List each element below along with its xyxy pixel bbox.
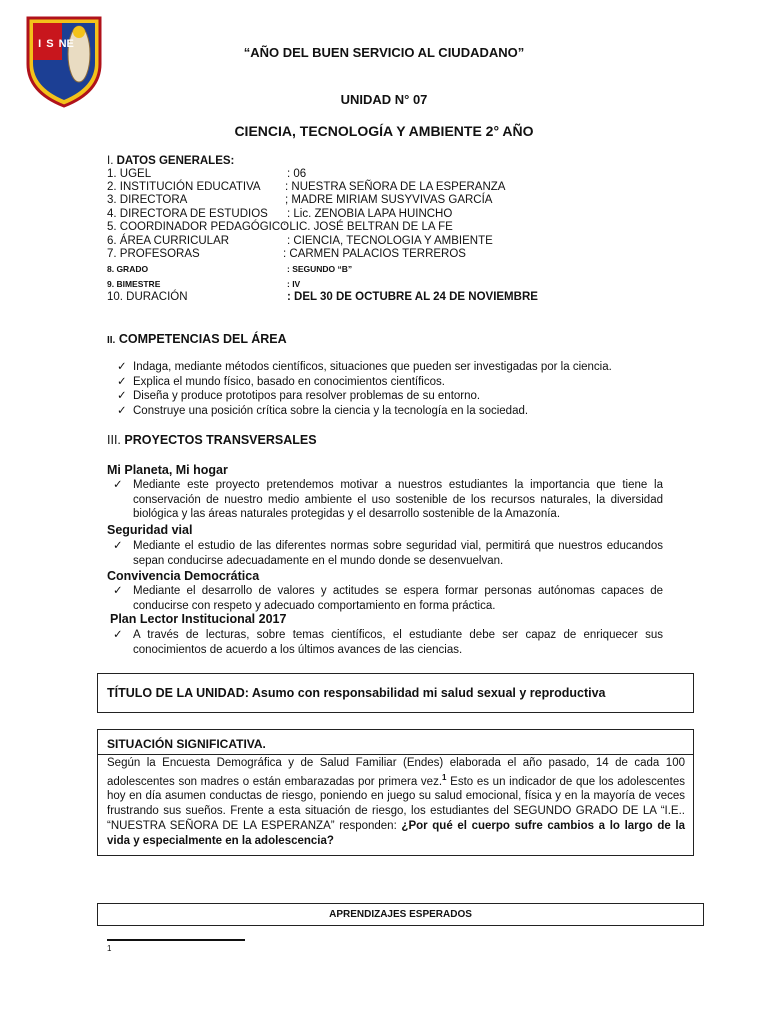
check-icon: ✓: [113, 629, 123, 641]
datos-label: 8. GRADO: [107, 264, 149, 274]
project-text: Mediante este proyecto pretendemos motivar a nuestros estudiantes la importancia que tiene la conservación de nuestro medio ambiente el uso sostenible de los recursos naturales, la diversidad biológica y las áreas naturales protegidas y el desarrollo sostenible de la Amazonía.: [133, 479, 663, 520]
project-body: [113, 539, 663, 568]
proyectos-num: III.: [107, 433, 121, 447]
check-icon: ✓: [117, 390, 127, 402]
aprendizajes-box: [97, 903, 704, 926]
footnote-number: 1: [107, 944, 112, 953]
competencias-heading: [107, 332, 287, 346]
project-title: Seguridad vial: [107, 523, 193, 537]
datos-value: : LIC. JOSÉ BELTRAN DE LA FE: [283, 221, 453, 233]
situacion-box: [97, 729, 694, 856]
competencias-list: [107, 360, 707, 418]
project-title: Mi Planeta, Mi hogar: [107, 463, 228, 477]
check-icon: ✓: [117, 375, 127, 388]
course-title: CIENCIA, TECNOLOGÍA Y AMBIENTE 2° AÑO: [234, 123, 534, 139]
datos-value: : IV: [287, 279, 301, 289]
list-item: [107, 389, 707, 404]
datos-label: 10. DURACIÓN: [107, 291, 188, 303]
situacion-question: ¿Por qué el cuerpo sufre cambios a lo largo de la vida y especialmente en la adolescencia?: [107, 820, 686, 847]
unit-number: UNIDAD N° 07: [340, 92, 428, 107]
datos-value: : 06: [287, 168, 307, 180]
check-icon: ✓: [117, 361, 127, 373]
datos-heading: [107, 155, 234, 169]
check-icon: ✓: [113, 585, 123, 597]
aprendizajes-heading: APRENDIZAJES ESPERADOS: [329, 909, 472, 920]
project-text: A través de lecturas, sobre temas científicos, el estudiante debe ser capaz de enriquecer sus conocimientos de acuerdo a los últimos avances de las ciencias.: [133, 629, 663, 656]
datos-heading-num: I.: [107, 155, 114, 167]
datos-value: : SEGUNDO “B”: [287, 264, 353, 274]
proyectos-heading-text: PROYECTOS TRANSVERSALES: [124, 433, 317, 447]
datos-label: 2. INSTITUCIÓN EDUCATIVA: [107, 181, 261, 193]
datos-value: : NUESTRA SEÑORA DE LA ESPERANZA: [285, 181, 506, 193]
project-body: [113, 478, 663, 522]
footnote-rule: [107, 939, 245, 941]
datos-value: ; MADRE MIRIAM SUSYVIVAS GARCÍA: [285, 194, 493, 206]
unit-title-box: [97, 673, 694, 713]
check-icon: ✓: [113, 479, 123, 491]
unit-title-line: [107, 686, 605, 700]
datos-label: 5. COORDINADOR PEDAGÓGICO: [107, 221, 290, 233]
situacion-part2: Esto es un indicador de que los adolescentes hoy en día asumen conductas de riesgo, poniendo en juego su salud emocional, física y en la mayoría de veces frustrando sus sueños. Frente a esta situación de riesgo, los estudiantes del SEGUNDO GRADO DE LA “I.E.. “NUESTRA SEÑORA DE LA ESPERANZA” responden:: [107, 775, 685, 833]
competencias-num: II.: [107, 335, 116, 346]
datos-value: : Lic. ZENOBIA LAPA HUINCHO: [287, 208, 453, 220]
datos-value: : DEL 30 DE OCTUBRE AL 24 DE NOVIEMBRE: [287, 291, 538, 303]
situacion-part1: Según la Encuesta Demográfica y de Salud Familiar (Endes) elaborada el año pasado, 14 de cada 100 adolescentes son madres o están embarazadas por primera vez.: [107, 757, 685, 788]
project-text: Mediante el desarrollo de valores y actitudes se espera formar personas autónomas capaces de conducirse con respeto y adecuado comportamiento en forma práctica.: [133, 585, 663, 612]
project-title: Plan Lector Institucional 2017: [110, 612, 287, 626]
footnote-ref: 1: [442, 772, 447, 782]
project-text: Mediante el estudio de las diferentes normas sobre seguridad vial, permitirá que nuestros educandos sepan conducirse adecuadamente en el mundo donde se desenvuelvan.: [133, 540, 663, 567]
situacion-divider: [98, 754, 693, 755]
list-item-text: Indaga, mediante métodos científicos, situaciones que pueden ser investigadas por la ciencia.: [133, 361, 612, 373]
check-icon: ✓: [113, 540, 123, 552]
situacion-text: [107, 756, 685, 849]
datos-label: 9. BIMESTRE: [107, 279, 161, 289]
project-body: [113, 628, 663, 657]
unit-title-label: TÍTULO DE LA UNIDAD:: [107, 686, 249, 700]
situacion-heading: SITUACIÓN SIGNIFICATIVA.: [107, 737, 266, 751]
list-item: [107, 404, 707, 419]
datos-label: 7. PROFESORAS: [107, 248, 200, 260]
datos-label: 6. ÁREA CURRICULAR: [107, 235, 230, 247]
datos-label: 4. DIRECTORA DE ESTUDIOS: [107, 208, 268, 220]
datos-value: : CIENCIA, TECNOLOGIA Y AMBIENTE: [287, 235, 493, 247]
list-item: [107, 360, 707, 375]
competencias-heading-text: COMPETENCIAS DEL ÁREA: [118, 332, 287, 346]
list-item-text: Explica el mundo físico, basado en conocimientos científicos.: [133, 375, 445, 388]
check-icon: ✓: [117, 404, 127, 417]
datos-value: : CARMEN PALACIOS TERREROS: [283, 248, 466, 260]
unit-title-value: Asumo con responsabilidad mi salud sexual y reproductiva: [251, 686, 606, 700]
list-item: [107, 375, 707, 390]
project-body: [113, 584, 663, 613]
proyectos-heading: [107, 433, 317, 447]
datos-heading-text: DATOS GENERALES:: [116, 155, 235, 167]
list-item-text: Construye una posición crítica sobre la ciencia y la tecnología en la sociedad.: [133, 404, 529, 417]
logo-letters: I S NE: [38, 38, 74, 50]
project-title: Convivencia Democrática: [107, 569, 260, 583]
datos-label: 1. UGEL: [107, 168, 152, 180]
datos-label: 3. DIRECTORA: [107, 194, 188, 206]
list-item-text: Diseña y produce prototipos para resolver problemas de su entorno.: [133, 390, 481, 402]
year-motto: “AÑO DEL BUEN SERVICIO AL CIUDADANO”: [243, 45, 525, 60]
